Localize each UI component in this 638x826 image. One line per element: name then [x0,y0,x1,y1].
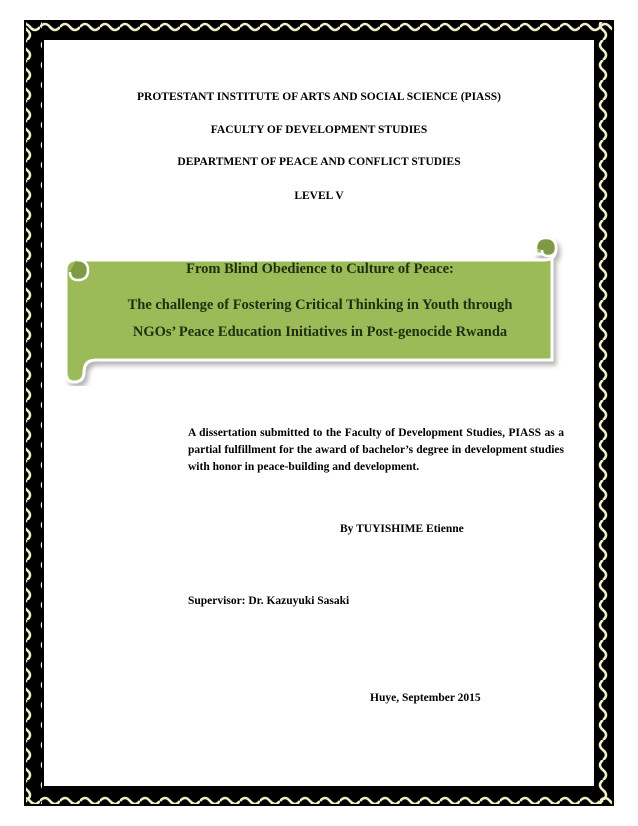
supervisor-line: Supervisor: Dr. Kazuyuki Sasaki [188,595,350,607]
title-line-2: The challenge of Fostering Critical Thinking in Youth through [127,297,513,313]
place-date: Huye, September 2015 [370,692,481,704]
dissertation-statement: A dissertation submitted to the Faculty of Development Studies, PIASS as a partial fulfillment for the award of bachelor’s degree in development studies with honor in peace-building and development. [188,427,564,473]
department-name: DEPARTMENT OF PEACE AND CONFLICT STUDIES [177,156,461,168]
title-line-1: From Blind Obedience to Culture of Peace: [186,261,454,277]
title-line-3: NGOs’ Peace Education Initiatives in Post-genocide Rwanda [132,324,508,340]
institution-name: PROTESTANT INSTITUTE OF ARTS AND SOCIAL SCIENCE (PIASS) [137,91,501,103]
author-byline: By TUYISHIME Etienne [340,523,464,535]
level-label: LEVEL V [294,190,344,202]
faculty-name: FACULTY OF DEVELOPMENT STUDIES [210,124,428,136]
